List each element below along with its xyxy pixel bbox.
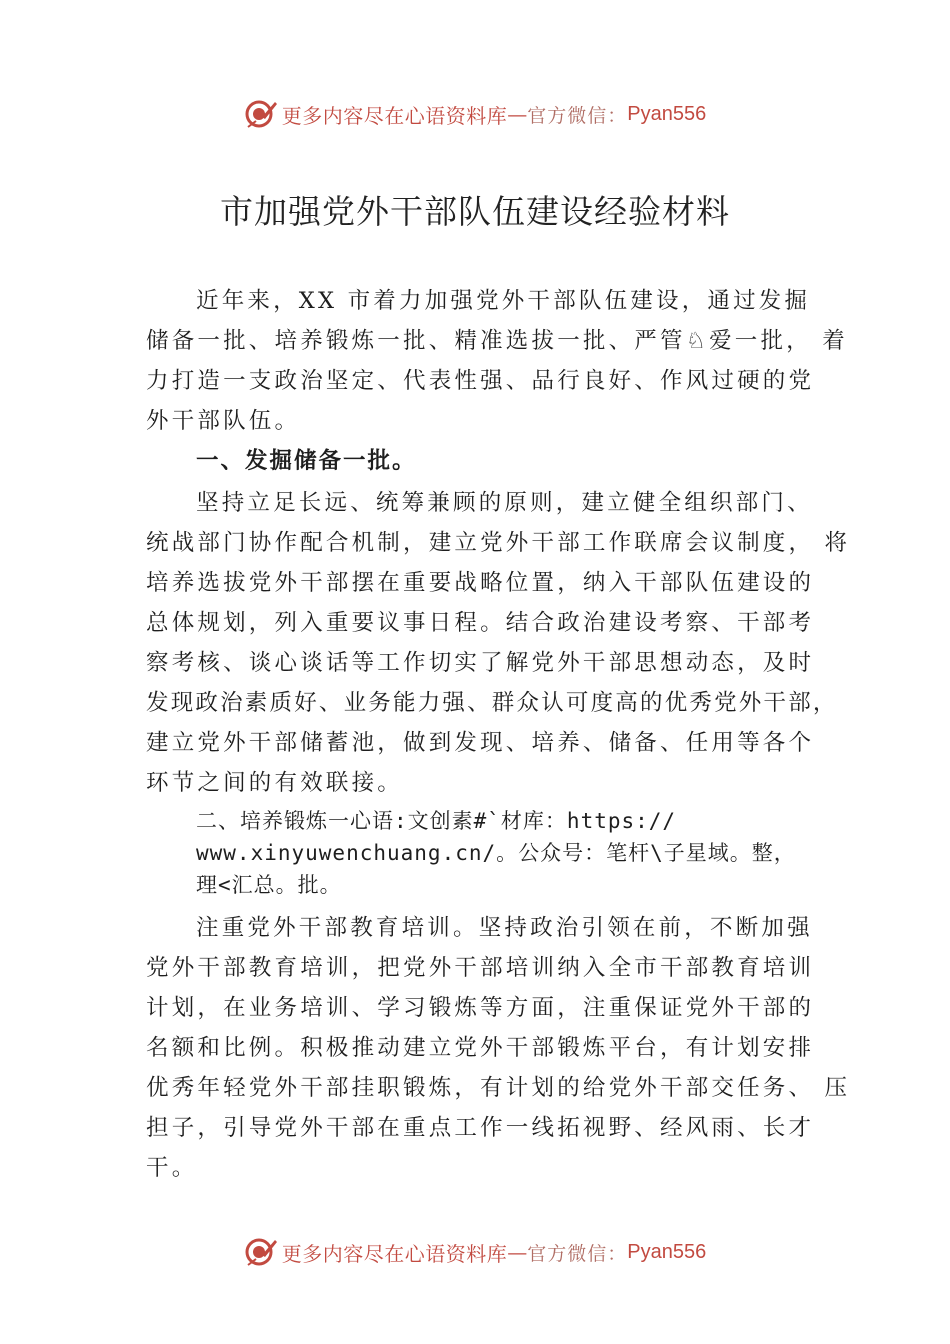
paragraph-line: 察考核、谈心谈话等工作切实了解党外干部思想动态，及时 <box>146 650 815 676</box>
paragraph-line: 理<汇总。批。 <box>196 873 342 897</box>
banner-separator: — <box>507 1240 528 1264</box>
banner-wechat-id: Pyan556 <box>627 1240 707 1263</box>
paragraph-line: 建立党外干部储蓄池，做到发现、培养、储备、任用等各个 <box>146 730 815 756</box>
paragraph-line: www.xinyuwenchuang.cn/。公众号：笔杆\子星域。整， <box>196 841 796 865</box>
banner-separator: — <box>507 102 528 126</box>
paragraph-line: 名额和比例。积极推动建立党外干部锻炼平台，有计划安排 <box>146 1035 815 1061</box>
pen-logo-icon <box>244 97 278 131</box>
section-heading: 一、发掘储备一批。 <box>196 448 417 474</box>
banner-wechat-id: Pyan556 <box>627 102 707 125</box>
header-banner <box>0 94 950 134</box>
paragraph-line: 环节之间的有效联接。 <box>146 770 404 796</box>
paragraph-line: 坚持立足长远、统筹兼顾的原则，建立健全组织部门、 <box>196 490 813 516</box>
paragraph-line: 计划，在业务培训、学习锻炼等方面，注重保证党外干部的 <box>146 995 815 1021</box>
paragraph-line: 统战部门协作配合机制，建立党外干部工作联席会议制度， 将 <box>146 530 851 556</box>
section-heading-2: 二、培养锻炼一心语:文创素#`材库：https:// <box>196 809 677 833</box>
document-title: 市加强党外干部队伍建设经验材料 <box>220 192 730 231</box>
footer-banner <box>0 1232 950 1272</box>
paragraph-line: 培养选拔党外干部摆在重要战略位置，纳入干部队伍建设的 <box>146 570 815 596</box>
paragraph-line: 干。 <box>146 1155 198 1181</box>
paragraph-line: 党外干部教育培训，把党外干部培训纳入全市干部教育培训 <box>146 955 815 981</box>
banner-wechat-label: 官方微信： <box>527 104 628 127</box>
paragraph-line: 发现政治素质好、业务能力强、群众认可度高的优秀党外干部， <box>146 690 838 716</box>
paragraph-line: 总体规划，列入重要议事日程。结合政治建设考察、干部考 <box>146 610 815 636</box>
paragraph-line: 注重党外干部教育培训。坚持政治引领在前，不断加强 <box>196 915 813 941</box>
paragraph-line: 优秀年轻党外干部挂职锻炼，有计划的给党外干部交任务、 压 <box>146 1075 851 1101</box>
banner-text: 更多内容尽在心语资料库 <box>281 103 508 128</box>
banner-text: 更多内容尽在心语资料库 <box>281 1241 508 1266</box>
paragraph-line: 储备一批、培养锻炼一批、精准选拔一批、严管♘爱一批， 着 <box>146 328 848 354</box>
pen-logo-icon <box>244 1235 278 1269</box>
paragraph-line: 外干部队伍。 <box>146 408 301 434</box>
banner-wechat-label: 官方微信： <box>527 1242 628 1265</box>
paragraph-line: 力打造一支政治坚定、代表性强、品行良好、作风过硬的党 <box>146 368 815 394</box>
paragraph-line: 近年来，XX 市着力加强党外干部队伍建设，通过发掘 <box>196 288 811 314</box>
paragraph-line: 担子，引导党外干部在重点工作一线拓视野、经风雨、长才 <box>146 1115 815 1141</box>
